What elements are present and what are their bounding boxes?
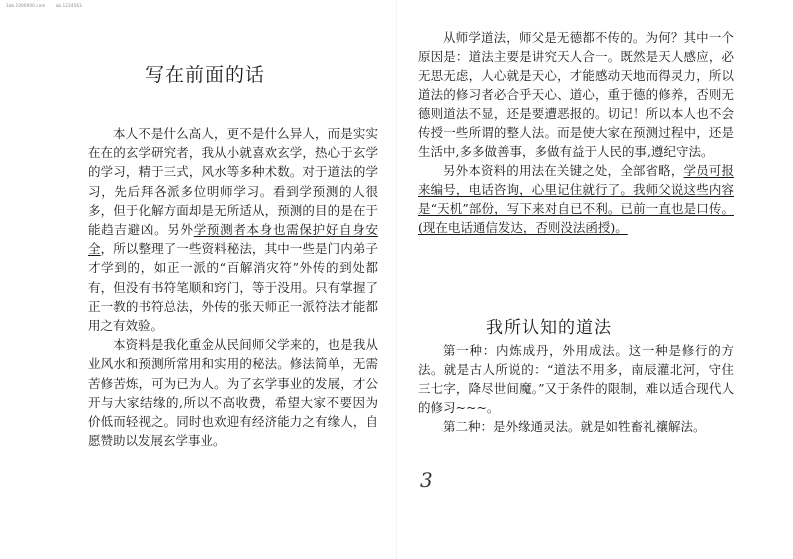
right-paragraph-2: [418, 161, 734, 237]
left-paragraph-2: 本资料是我化重金从民间师父学来的，也是我从业风水和预测所常用和实用的秘法。修法简单，无需苦修苦炼，可为已为人。为了玄学事业的发展，才公开与大家结缘的,所以不高收费，希望大家不要因为价低而轻视之。同时也欢迎有经济能力之有缘人，自愿赞助以发展玄学事业。: [88, 337, 378, 449]
left-paragraph-1-underlined: 学预测者本身也需保护好自身安全: [88, 222, 378, 257]
page-number: 3: [420, 468, 433, 492]
left-page-body: [88, 124, 378, 450]
right-paragraph-3: 第一种：内炼成丹，外用成法。这一种是修行的方法。就是古人所说的：“道法不用多，南辰灌北河，守住三七字，降尽世间魔。”又于条件的限制，难以适合现代人的修习~~~。: [418, 343, 734, 415]
right-page-body-bottom: [418, 341, 734, 436]
right-paragraph-2-text: 另外本资料的用法在关键之处，全部省略，: [443, 163, 684, 178]
left-paragraph-1-text-a: 本人不是什么高人，更不是什么异人，而是实实在在的玄学研究者，我从小就喜欢玄学，热心于玄学的学习，精于三式，风水等多种术数。对于道法的学习，先后拜各派多位明师学习。看到学预测的人很多，但于化解方面却是无所适从，预测的目的是在于能趋吉避凶。另外: [88, 126, 378, 238]
left-paragraph-1: [88, 124, 378, 335]
left-paragraph-1-text-b: ，所以整理了一些资料秘法，其中一些是门内弟子才学到的，如正一派的“百解消灾符”外传的到处都有，但没有书符笔顺和窍门，等于没用。只有掌握了正一教的书符总法，外传的张天师正一派符法才能都用之有效验。: [88, 241, 378, 334]
scan-header-left: 3ab.1000000.com ab.1234563: [6, 3, 82, 8]
right-paragraph-4: 第二种：是外缘通灵法。就是如牲畜礼禳解法。: [443, 419, 706, 434]
right-paragraph-2-underlined: 学员可报来编号，电话咨询，心里记住就行了。我师父说这些内容是“天机”部份，写下来对自已不利。已前一直也是口传。(现在电话通信发达，否则没法函授)。: [418, 163, 734, 235]
right-page-body-top: [418, 28, 734, 237]
right-page-title: 我所认知的道法: [486, 318, 612, 338]
right-paragraph-1: 从师学道法，师父是无德都不传的。为何？其中一个原因是：道法主要是讲究天人合一。既然是天人感应，必无思无虑，人心就是天心，才能感动天地而得灵力，所以道法的修习者必合乎天心、道心，重于德的修养，否则无德则道法不显，还是要遭恶报的。切记！所以本人也不会传授一些所谓的整人法。而是使大家在预测过程中，还是生活中,多多做善事，多做有益于人民的事,遵纪守法。: [418, 30, 734, 159]
left-page-title: 写在前面的话: [145, 64, 266, 86]
